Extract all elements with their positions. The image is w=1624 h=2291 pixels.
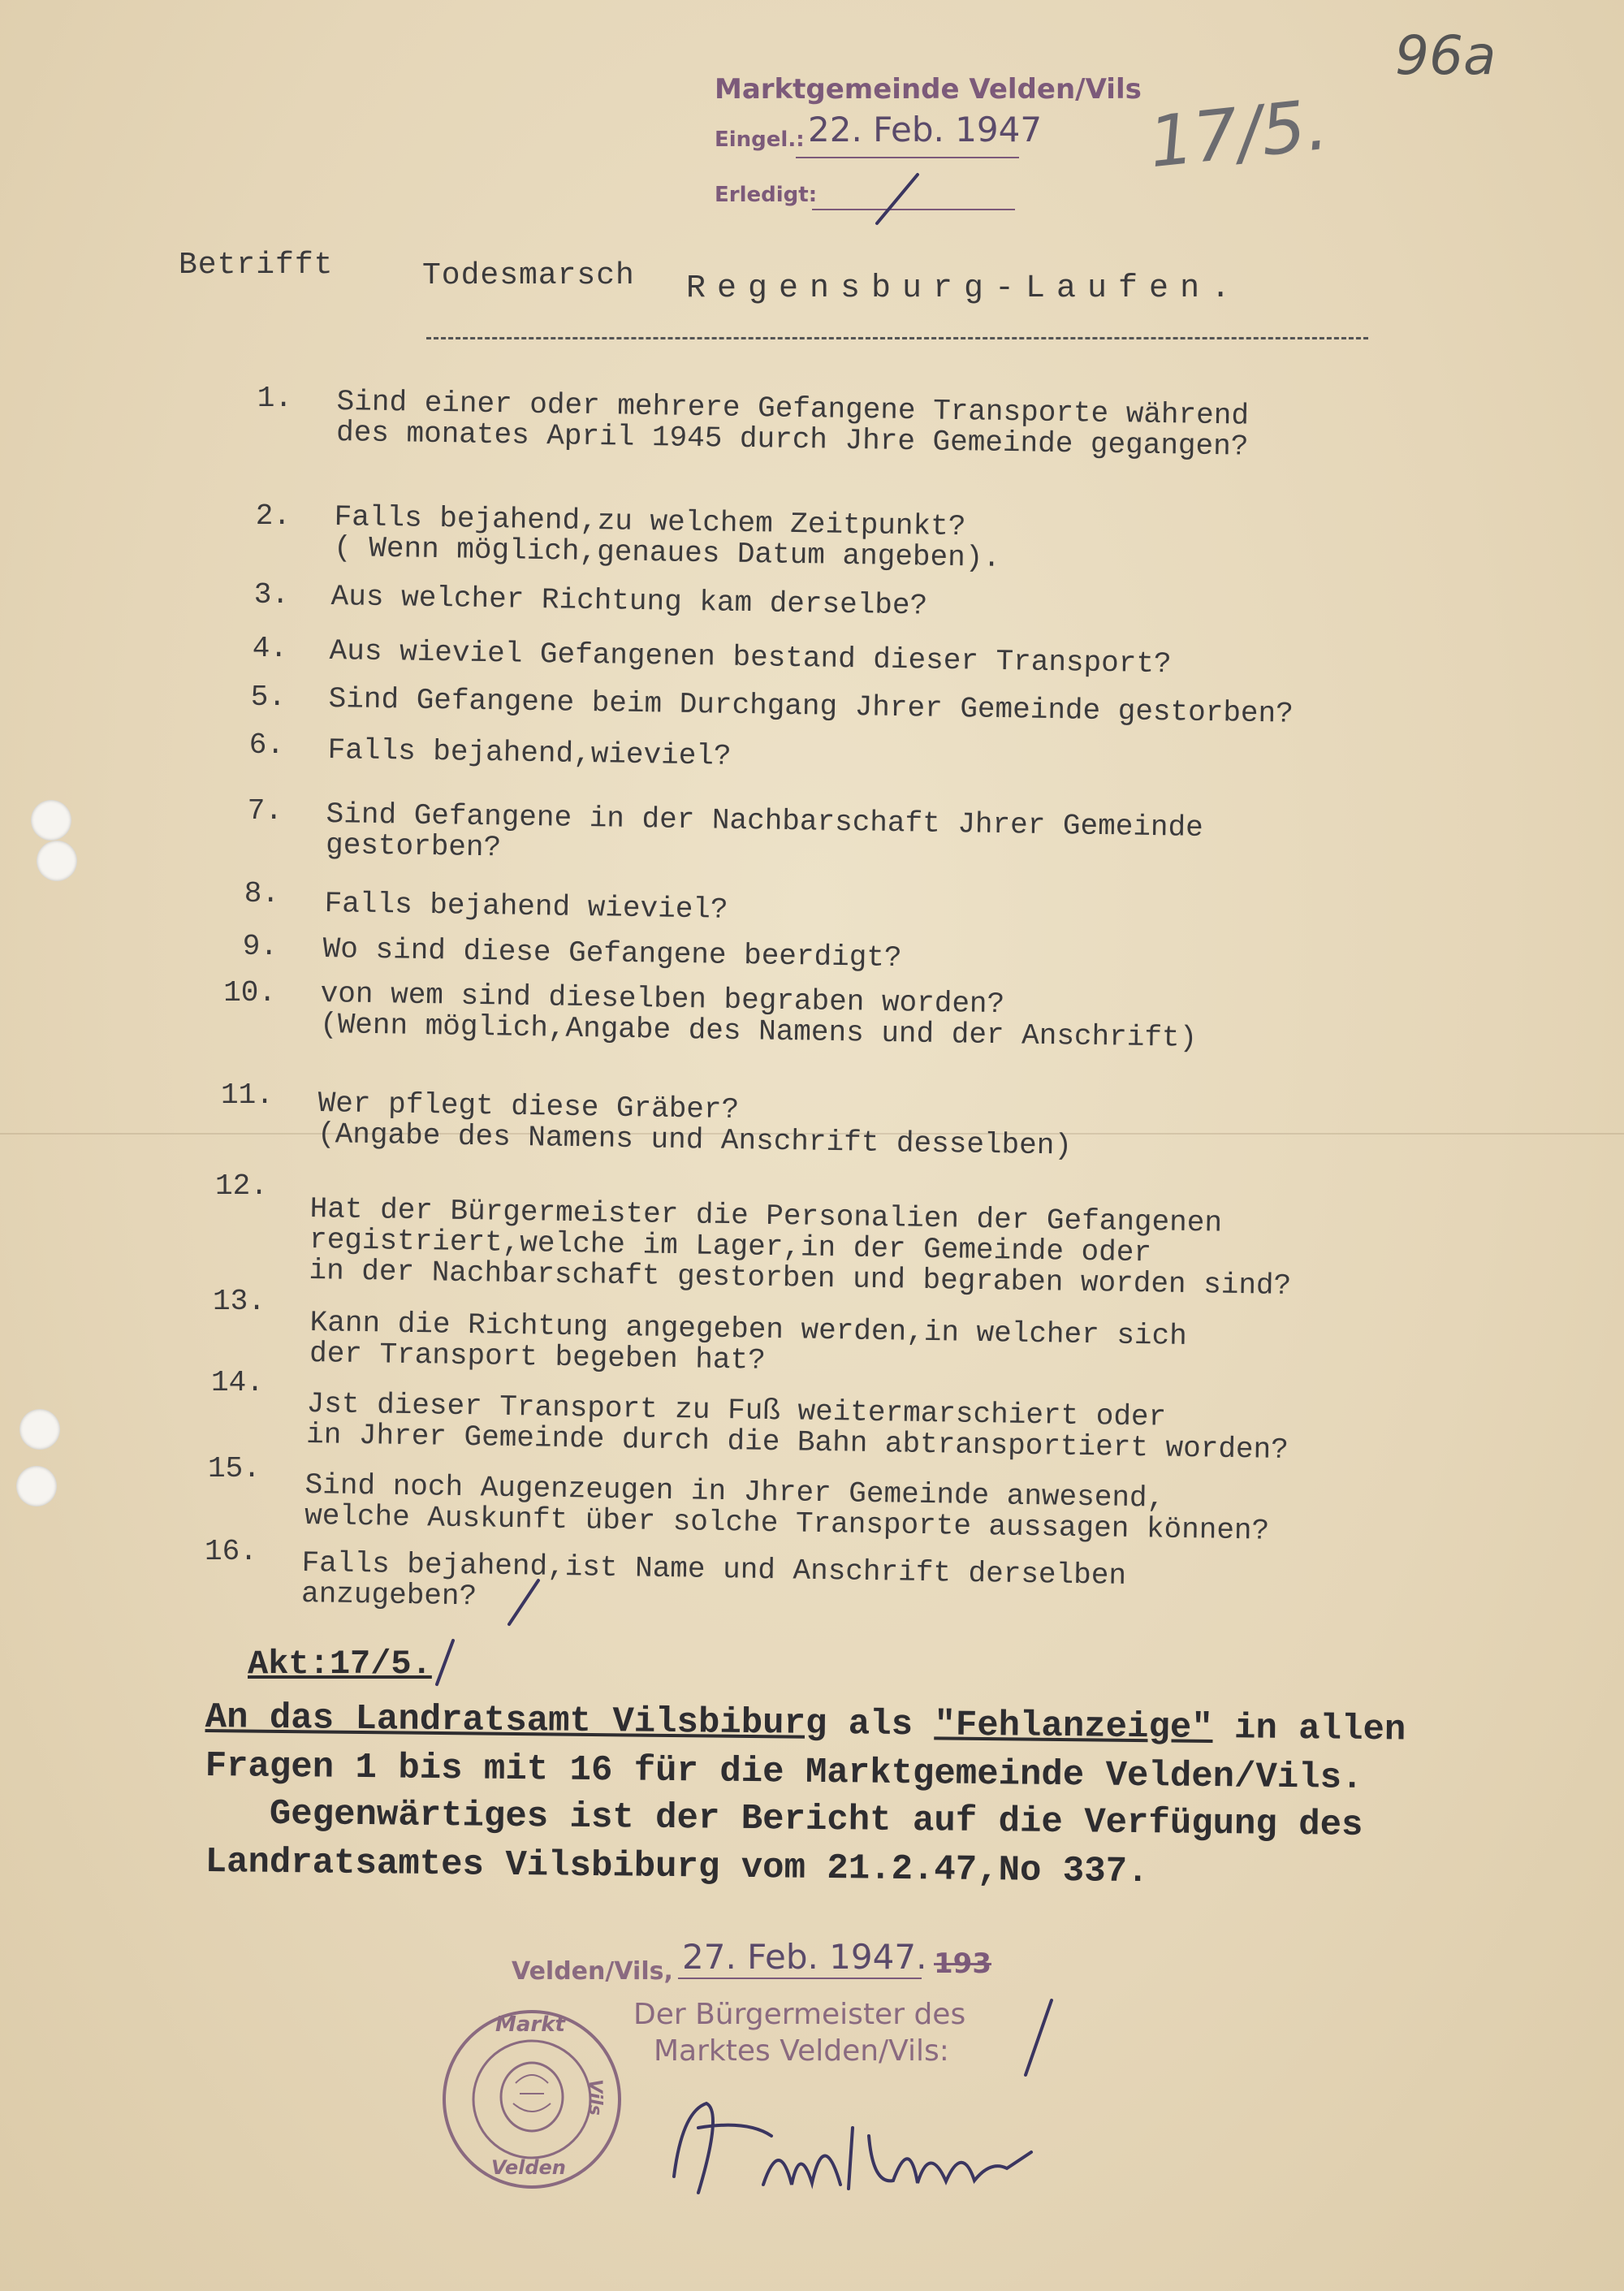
question-text: Sind einer oder mehrere Gefangene Transporte während des monates April 1945 durch Jhre Gemeinde gegangen? bbox=[335, 385, 1250, 464]
question-text: Aus welcher Richtung kam derselbe? bbox=[330, 580, 928, 623]
reply-line-2: Fragen 1 bis mit 16 für die Marktgemeinde Velden/Vils. bbox=[205, 1745, 1363, 1799]
mayor-signature-icon bbox=[650, 2079, 1056, 2225]
seal-top-text: Markt bbox=[495, 2012, 565, 2037]
seal-right-text: Vils bbox=[584, 2079, 605, 2116]
closing-date-underline bbox=[678, 1978, 922, 1979]
question-number: 9. bbox=[242, 930, 278, 963]
question-number: 5. bbox=[250, 681, 286, 714]
signature-title-1: Der Bürgermeister des bbox=[633, 1998, 966, 2031]
closing-place: Velden/Vils, bbox=[512, 1957, 673, 1986]
reply-line-4: Landratsamtes Vilsbiburg vom 21.2.47,No 337. bbox=[205, 1841, 1149, 1893]
file-reference-pencil: 17/5. bbox=[1145, 84, 1332, 184]
handwritten-tick-icon bbox=[499, 1574, 548, 1631]
received-stamp bbox=[706, 69, 1161, 215]
closing-struck-number: 193 bbox=[934, 1947, 991, 1980]
question-number: 13. bbox=[213, 1285, 266, 1318]
subject-text-plain: Todesmarsch bbox=[422, 258, 635, 293]
stamp-received-underline bbox=[796, 157, 1019, 158]
punch-hole-3 bbox=[19, 1409, 60, 1450]
question-text: Kann die Richtung angegeben werden,in welcher sich der Transport begeben hat? bbox=[309, 1306, 1188, 1377]
question-number: 14. bbox=[211, 1366, 264, 1399]
question-number: 4. bbox=[252, 632, 287, 665]
punch-hole-4 bbox=[16, 1466, 57, 1506]
stamp-received-date: 22. Feb. 1947 bbox=[808, 110, 1043, 149]
question-number: 12. bbox=[215, 1169, 268, 1203]
reply-recipient: An das Landratsamt Vilsbiburg bbox=[205, 1697, 827, 1745]
municipal-seal bbox=[438, 2006, 625, 2193]
question-number: 11. bbox=[221, 1078, 274, 1112]
signature-title-2: Marktes Velden/Vils: bbox=[654, 2034, 949, 2068]
question-number: 10. bbox=[223, 976, 276, 1009]
reply-line-1: An das Landratsamt Vilsbiburg als "Fehlanzeige" in allen bbox=[205, 1697, 1406, 1751]
akt-tick-icon bbox=[429, 1634, 461, 1691]
subject-label: Betrifft bbox=[179, 248, 334, 283]
punch-hole-1 bbox=[31, 800, 71, 841]
question-number: 15. bbox=[208, 1452, 261, 1485]
question-text: Falls bejahend wieviel? bbox=[324, 887, 728, 927]
subject-dashed-rule bbox=[426, 337, 1368, 339]
question-text: Falls bejahend,zu welchem Zeitpunkt? ( Wenn möglich,genaues Datum angeben). bbox=[333, 500, 1001, 575]
question-number: 3. bbox=[253, 578, 289, 612]
question-number: 6. bbox=[248, 728, 284, 762]
archive-number: 96a bbox=[1395, 24, 1497, 87]
question-number: 7. bbox=[247, 794, 283, 828]
stamp-received-label: Eingel.: bbox=[715, 128, 805, 152]
question-number: 8. bbox=[244, 877, 279, 910]
punch-hole-2 bbox=[37, 841, 77, 881]
file-reference-akt: Akt:17/5. bbox=[248, 1645, 432, 1684]
stamp-office: Marktgemeinde Velden/Vils bbox=[715, 73, 1142, 106]
reply-line-3: Gegenwärtiges ist der Bericht auf die Verfügung des bbox=[205, 1792, 1363, 1846]
question-text: Jst dieser Transport zu Fuß weitermarschiert oder in Jhrer Gemeinde durch die Bahn abtransportiert worden? bbox=[305, 1387, 1289, 1467]
stamp-done-label: Erledigt: bbox=[715, 183, 818, 207]
question-number: 16. bbox=[205, 1535, 257, 1568]
question-text: Aus wieviel Gefangenen bestand dieser Transport? bbox=[329, 634, 1172, 681]
question-text: Sind Gefangene in der Nachbarschaft Jhrer Gemeinde gestorben? bbox=[325, 798, 1204, 865]
question-text: Hat der Bürgermeister die Personalien der Gefangenen registriert,welche im Lager,in der Gemeinde oder in der Nachbarschaft gestorben und begraben worden sind? bbox=[309, 1192, 1292, 1303]
question-text: Wo sind diese Gefangene beerdigt? bbox=[322, 932, 902, 975]
closing-date: 27. Feb. 1947. bbox=[682, 1937, 927, 1977]
question-text: Sind noch Augenzeugen in Jhrer Gemeinde anwesend, welche Auskunft über solche Transporte aussagen können? bbox=[304, 1468, 1270, 1548]
question-text: Falls bejahend,ist Name und Anschrift derselben anzugeben? bbox=[300, 1546, 1127, 1614]
reply-fehlanzeige: "Fehlanzeige" bbox=[934, 1705, 1213, 1749]
question-number: 1. bbox=[257, 382, 292, 415]
signature-tick-icon bbox=[1019, 1994, 1060, 2083]
question-text: Sind Gefangene beim Durchgang Jhrer Gemeinde gestorben? bbox=[328, 682, 1294, 731]
done-checkmark-icon bbox=[869, 166, 934, 231]
question-text: Falls bejahend,wieviel? bbox=[327, 733, 732, 773]
subject-text-spaced: Regensburg-Laufen. bbox=[686, 270, 1242, 307]
question-text: von wem sind dieselben begraben worden? (Wenn möglich,Angabe des Namens und der Anschrift) bbox=[319, 977, 1198, 1055]
seal-bottom-text: Velden bbox=[491, 2156, 566, 2179]
question-number: 2. bbox=[255, 499, 291, 533]
question-text: Wer pflegt diese Gräber? (Angabe des Namens und Anschrift desselben) bbox=[317, 1087, 1073, 1163]
